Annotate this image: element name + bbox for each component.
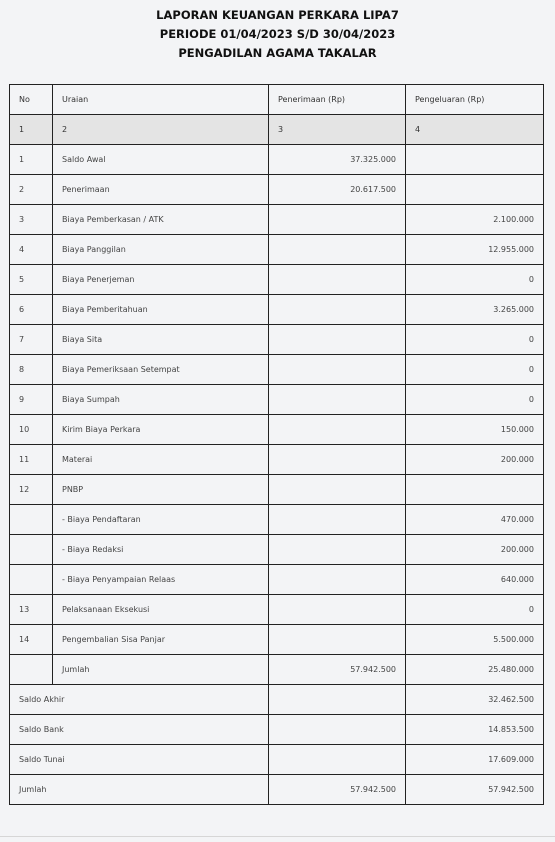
- row-uraian: Biaya Pemberkasan / ATK: [53, 205, 269, 235]
- row-penerimaan: [269, 265, 406, 295]
- summary-label: Saldo Akhir: [10, 685, 269, 715]
- summary-pengeluaran: 32.462.500: [406, 685, 544, 715]
- summary-penerimaan: 57.942.500: [269, 775, 406, 805]
- row-penerimaan: [269, 415, 406, 445]
- row-uraian: Saldo Awal: [53, 145, 269, 175]
- row-penerimaan: [269, 295, 406, 325]
- row-pengeluaran: 0: [406, 265, 544, 295]
- table-row: [10, 235, 544, 265]
- row-penerimaan: 20.617.500: [269, 175, 406, 205]
- row-no: 6: [10, 295, 53, 325]
- row-penerimaan: [269, 445, 406, 475]
- summary-row: [10, 685, 544, 715]
- table-row: [10, 295, 544, 325]
- row-no: 9: [10, 385, 53, 415]
- row-pengeluaran: 25.480.000: [406, 655, 544, 685]
- summary-label: Saldo Bank: [10, 715, 269, 745]
- row-pengeluaran: 5.500.000: [406, 625, 544, 655]
- row-uraian: Pelaksanaan Eksekusi: [53, 595, 269, 625]
- row-penerimaan: [269, 325, 406, 355]
- row-penerimaan: [269, 235, 406, 265]
- table-row: [10, 205, 544, 235]
- row-pengeluaran: 0: [406, 355, 544, 385]
- row-pengeluaran: 2.100.000: [406, 205, 544, 235]
- column-index-4: 4: [406, 115, 544, 145]
- row-no: 8: [10, 355, 53, 385]
- table-row: [10, 355, 544, 385]
- row-pengeluaran: 12.955.000: [406, 235, 544, 265]
- table-row: [10, 595, 544, 625]
- column-index-2: 2: [53, 115, 269, 145]
- table-header-row: [10, 85, 544, 115]
- row-no: 14: [10, 625, 53, 655]
- row-uraian: PNBP: [53, 475, 269, 505]
- row-penerimaan: [269, 505, 406, 535]
- row-penerimaan: [269, 475, 406, 505]
- table-row: [10, 535, 544, 565]
- row-no: 5: [10, 265, 53, 295]
- row-pengeluaran: 0: [406, 385, 544, 415]
- summary-penerimaan: [269, 715, 406, 745]
- summary-label: Jumlah: [10, 775, 269, 805]
- row-no: 13: [10, 595, 53, 625]
- row-pengeluaran: [406, 475, 544, 505]
- row-pengeluaran: [406, 145, 544, 175]
- row-uraian: Materai: [53, 445, 269, 475]
- row-penerimaan: 57.942.500: [269, 655, 406, 685]
- report-header: [0, 6, 555, 63]
- row-penerimaan: [269, 625, 406, 655]
- row-penerimaan: [269, 205, 406, 235]
- row-uraian: - Biaya Pendaftaran: [53, 505, 269, 535]
- row-no: 3: [10, 205, 53, 235]
- row-penerimaan: [269, 595, 406, 625]
- row-penerimaan: 37.325.000: [269, 145, 406, 175]
- row-pengeluaran: 150.000: [406, 415, 544, 445]
- row-no: 4: [10, 235, 53, 265]
- row-no: 11: [10, 445, 53, 475]
- row-pengeluaran: 0: [406, 325, 544, 355]
- table-row: [10, 175, 544, 205]
- row-pengeluaran: 0: [406, 595, 544, 625]
- column-header-penerimaan: Penerimaan (Rp): [269, 85, 406, 115]
- row-uraian: Biaya Panggilan: [53, 235, 269, 265]
- row-uraian: Jumlah: [53, 655, 269, 685]
- row-uraian: Biaya Sumpah: [53, 385, 269, 415]
- table-row: [10, 265, 544, 295]
- column-header-pengeluaran: Pengeluaran (Rp): [406, 85, 544, 115]
- table-row: [10, 325, 544, 355]
- row-no: [10, 565, 53, 595]
- row-pengeluaran: 200.000: [406, 445, 544, 475]
- row-uraian: Biaya Sita: [53, 325, 269, 355]
- row-penerimaan: [269, 535, 406, 565]
- column-header-uraian: Uraian: [53, 85, 269, 115]
- table-row: [10, 475, 544, 505]
- table-row: [10, 655, 544, 685]
- table-body: [10, 115, 544, 805]
- row-uraian: Pengembalian Sisa Panjar: [53, 625, 269, 655]
- table-row: [10, 145, 544, 175]
- summary-pengeluaran: 14.853.500: [406, 715, 544, 745]
- summary-row: [10, 775, 544, 805]
- row-no: 7: [10, 325, 53, 355]
- table-row: [10, 445, 544, 475]
- table-row: [10, 625, 544, 655]
- report-period: PERIODE 01/04/2023 S/D 30/04/2023: [159, 27, 396, 41]
- row-penerimaan: [269, 385, 406, 415]
- row-no: [10, 535, 53, 565]
- table-row: [10, 385, 544, 415]
- summary-penerimaan: [269, 685, 406, 715]
- report-court-name: PENGADILAN AGAMA TAKALAR: [178, 46, 377, 60]
- table-row: [10, 415, 544, 445]
- row-no: 1: [10, 145, 53, 175]
- table-row: [10, 565, 544, 595]
- row-pengeluaran: 470.000: [406, 505, 544, 535]
- row-no: [10, 655, 53, 685]
- row-no: 12: [10, 475, 53, 505]
- row-uraian: - Biaya Penyampaian Relaas: [53, 565, 269, 595]
- row-pengeluaran: 200.000: [406, 535, 544, 565]
- row-uraian: Kirim Biaya Perkara: [53, 415, 269, 445]
- page-bottom-divider: [0, 836, 555, 837]
- row-pengeluaran: 3.265.000: [406, 295, 544, 325]
- column-index-1: 1: [10, 115, 53, 145]
- column-index-3: 3: [269, 115, 406, 145]
- summary-pengeluaran: 17.609.000: [406, 745, 544, 775]
- column-index-row: [10, 115, 544, 145]
- summary-row: [10, 745, 544, 775]
- row-pengeluaran: [406, 175, 544, 205]
- row-pengeluaran: 640.000: [406, 565, 544, 595]
- row-uraian: Penerimaan: [53, 175, 269, 205]
- report-title: LAPORAN KEUANGAN PERKARA LIPA7: [156, 8, 399, 22]
- row-uraian: Biaya Penerjeman: [53, 265, 269, 295]
- row-uraian: Biaya Pemeriksaan Setempat: [53, 355, 269, 385]
- row-no: 2: [10, 175, 53, 205]
- financial-report-table: [9, 84, 544, 805]
- row-penerimaan: [269, 565, 406, 595]
- row-uraian: Biaya Pemberitahuan: [53, 295, 269, 325]
- row-no: 10: [10, 415, 53, 445]
- summary-row: [10, 715, 544, 745]
- row-penerimaan: [269, 355, 406, 385]
- row-no: [10, 505, 53, 535]
- table-row: [10, 505, 544, 535]
- column-header-no: No: [10, 85, 53, 115]
- summary-penerimaan: [269, 745, 406, 775]
- summary-pengeluaran: 57.942.500: [406, 775, 544, 805]
- summary-label: Saldo Tunai: [10, 745, 269, 775]
- row-uraian: - Biaya Redaksi: [53, 535, 269, 565]
